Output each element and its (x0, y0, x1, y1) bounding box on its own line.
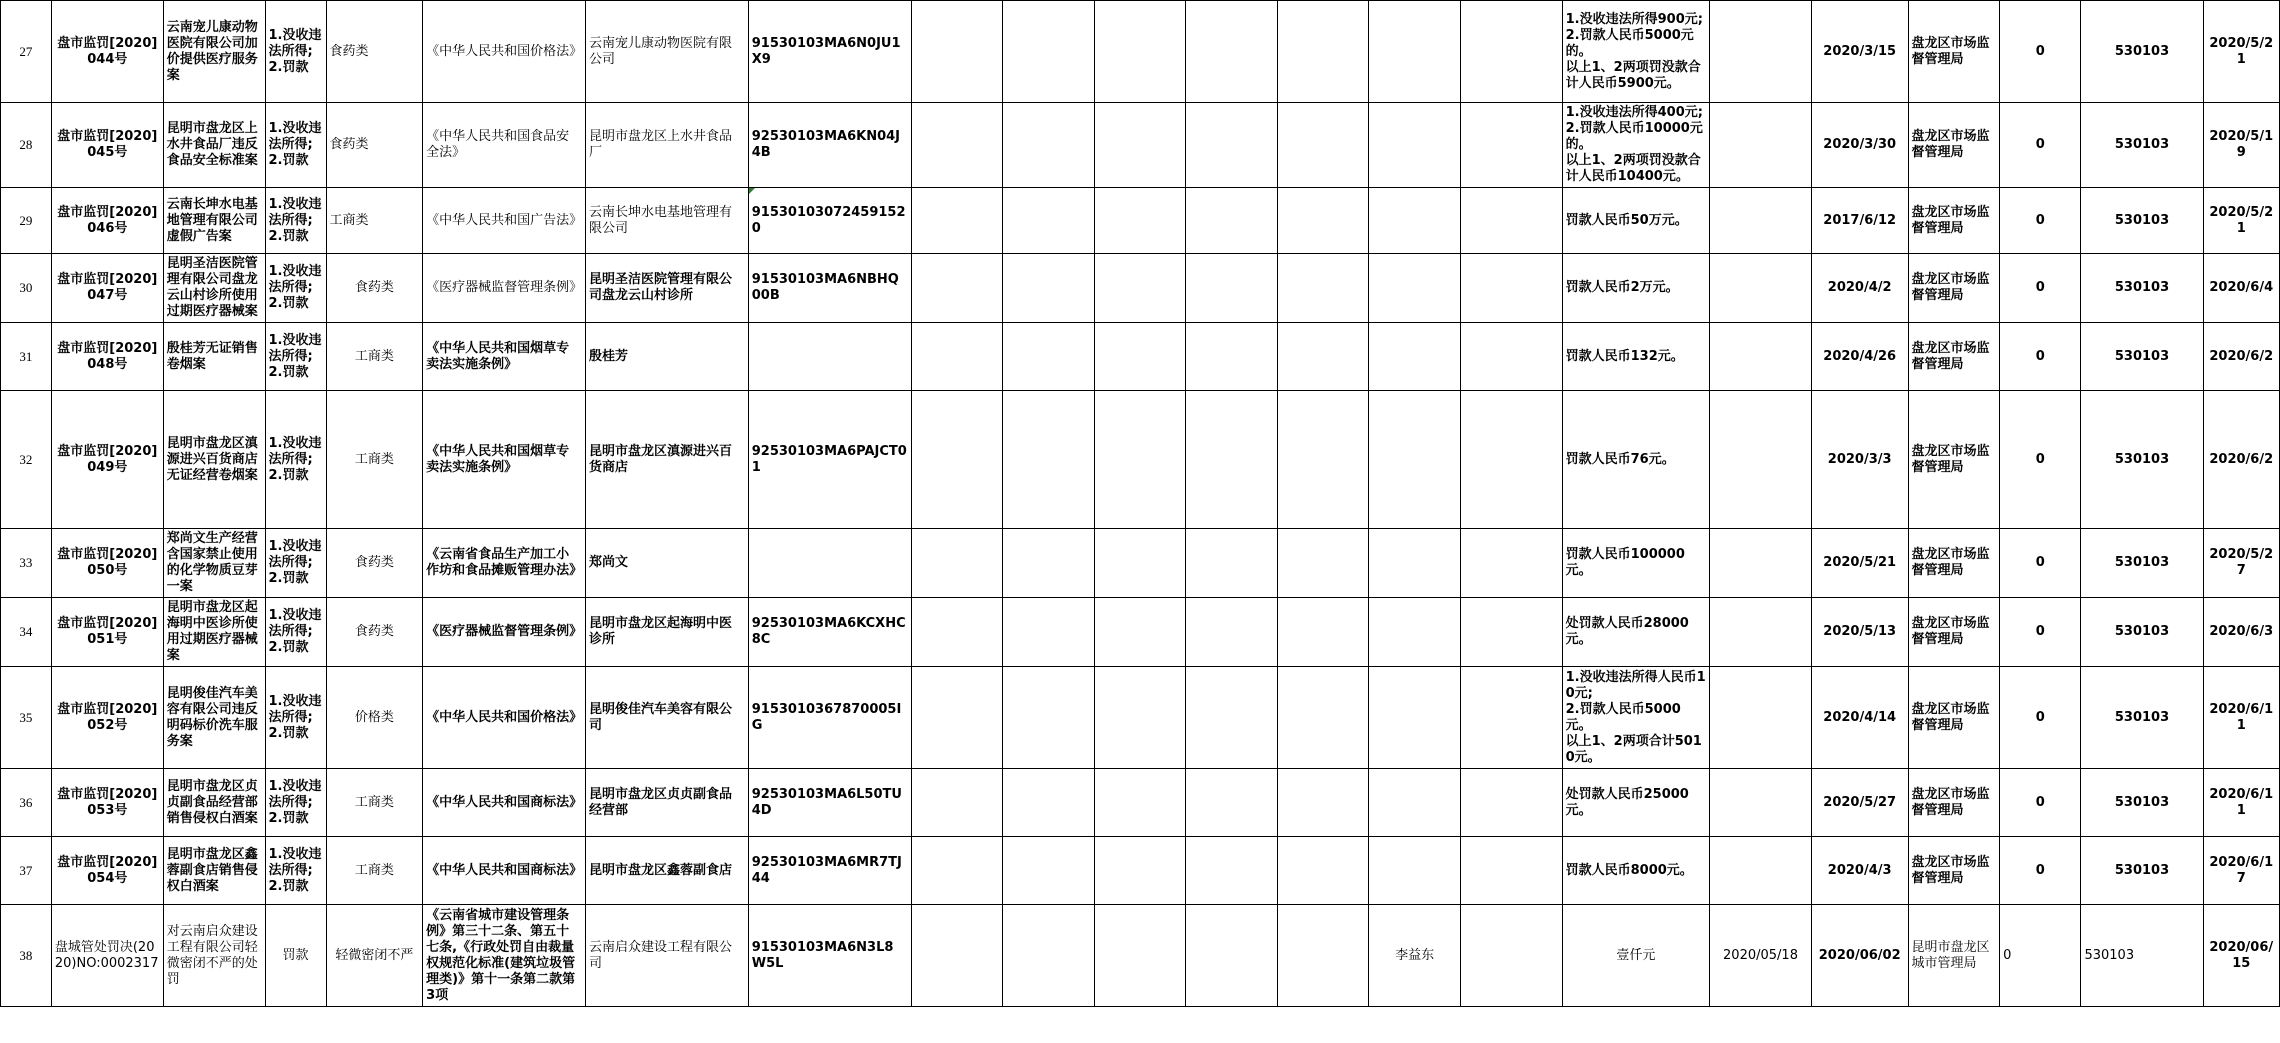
empty-cell (1460, 323, 1562, 391)
category: 轻微密闭不严 (326, 905, 423, 1007)
decision-number: 盘城管处罚决(2020)NO:0002317 (51, 905, 163, 1007)
row-number: 34 (1, 598, 52, 667)
decision-date: 2020/3/30 (1811, 103, 1908, 188)
decision-number: 盘市监罚[2020]049号 (51, 391, 163, 529)
area-code: 530103 (2081, 188, 2203, 254)
penalty-type: 1.没收违法所得;2.罚款 (265, 1, 326, 103)
party-name: 昆明市盘龙区滇源进兴百货商店 (585, 391, 748, 529)
decision-date: 2020/06/02 (1811, 905, 1908, 1007)
legal-representative (1369, 323, 1461, 391)
category: 食药类 (326, 1, 423, 103)
legal-basis: 《中华人民共和国商标法》 (423, 837, 586, 905)
empty-cell (1003, 769, 1095, 837)
empty-cell (1094, 598, 1186, 667)
empty-cell (1460, 1, 1562, 103)
publish-date: 2020/6/11 (2203, 769, 2279, 837)
category: 工商类 (326, 391, 423, 529)
authority: 盘龙区市场监督管理局 (1908, 1, 2000, 103)
legal-representative: 李益东 (1369, 905, 1461, 1007)
penalty-result: 罚款人民币76元。 (1562, 391, 1710, 529)
empty-cell (1460, 837, 1562, 905)
authority: 昆明市盘龙区城市管理局 (1908, 905, 2000, 1007)
party-name: 昆明市盘龙区鑫蓉副食店 (585, 837, 748, 905)
empty-cell (1460, 529, 1562, 598)
empty-cell (911, 837, 1003, 905)
decision-number: 盘市监罚[2020]048号 (51, 323, 163, 391)
credit-code: 91530103MA6NBHQ00B (748, 254, 911, 323)
empty-cell (1094, 254, 1186, 323)
empty-cell (911, 323, 1003, 391)
amount-date (1710, 103, 1812, 188)
decision-number: 盘市监罚[2020]051号 (51, 598, 163, 667)
penalty-type: 1.没收违法所得;2.罚款 (265, 769, 326, 837)
empty-cell (1277, 103, 1369, 188)
penalty-result: 罚款人民币132元。 (1562, 323, 1710, 391)
status: 0 (2000, 667, 2081, 769)
empty-cell (1186, 391, 1278, 529)
penalty-result: 罚款人民币2万元。 (1562, 254, 1710, 323)
penalty-result: 1.没收违法所得900元; 2.罚款人民币5000元的。 以上1、2两项罚没款合计人民币5900元。 (1562, 1, 1710, 103)
publish-date: 2020/6/4 (2203, 254, 2279, 323)
legal-representative (1369, 667, 1461, 769)
empty-cell (911, 103, 1003, 188)
penalty-type: 1.没收违法所得;2.罚款 (265, 323, 326, 391)
row-number: 29 (1, 188, 52, 254)
row-number: 36 (1, 769, 52, 837)
penalty-result: 罚款人民币100000元。 (1562, 529, 1710, 598)
legal-basis: 《中华人民共和国食品安全法》 (423, 103, 586, 188)
publish-date: 2020/5/19 (2203, 103, 2279, 188)
case-name: 云南长坤水电基地管理有限公司虚假广告案 (163, 188, 265, 254)
authority: 盘龙区市场监督管理局 (1908, 188, 2000, 254)
row-number: 33 (1, 529, 52, 598)
case-name: 对云南启众建设工程有限公司轻微密闭不严的处罚 (163, 905, 265, 1007)
amount-date (1710, 667, 1812, 769)
penalty-result: 罚款人民币8000元。 (1562, 837, 1710, 905)
authority: 盘龙区市场监督管理局 (1908, 529, 2000, 598)
penalty-type: 1.没收违法所得;2.罚款 (265, 837, 326, 905)
amount-date: 2020/05/18 (1710, 905, 1812, 1007)
penalty-result: 1.没收违法所得400元; 2.罚款人民币10000元的。 以上1、2两项罚没款合计人民币10400元。 (1562, 103, 1710, 188)
row-number: 32 (1, 391, 52, 529)
status: 0 (2000, 254, 2081, 323)
decision-date: 2020/4/2 (1811, 254, 1908, 323)
category: 工商类 (326, 188, 423, 254)
case-name: 云南宠儿康动物医院有限公司加价提供医疗服务案 (163, 1, 265, 103)
credit-code: 92530103MA6KCXHC8C (748, 598, 911, 667)
empty-cell (911, 1, 1003, 103)
amount-date (1710, 323, 1812, 391)
legal-basis: 《中华人民共和国烟草专卖法实施条例》 (423, 323, 586, 391)
case-name: 昆明市盘龙区起海明中医诊所使用过期医疗器械案 (163, 598, 265, 667)
empty-cell (1460, 905, 1562, 1007)
empty-cell (1003, 103, 1095, 188)
empty-cell (1277, 905, 1369, 1007)
legal-representative (1369, 529, 1461, 598)
empty-cell (1277, 769, 1369, 837)
authority: 盘龙区市场监督管理局 (1908, 769, 2000, 837)
decision-date: 2020/3/3 (1811, 391, 1908, 529)
penalty-result: 壹仟元 (1562, 905, 1710, 1007)
status: 0 (2000, 837, 2081, 905)
decision-number: 盘市监罚[2020]053号 (51, 769, 163, 837)
authority: 盘龙区市场监督管理局 (1908, 837, 2000, 905)
empty-cell (1003, 391, 1095, 529)
area-code: 530103 (2081, 667, 2203, 769)
penalty-result: 处罚款人民币28000元。 (1562, 598, 1710, 667)
legal-basis: 《中华人民共和国商标法》 (423, 769, 586, 837)
empty-cell (1186, 529, 1278, 598)
row-number: 37 (1, 837, 52, 905)
empty-cell (1277, 391, 1369, 529)
status: 0 (2000, 391, 2081, 529)
table-row (1, 905, 2280, 1007)
party-name: 昆明俊佳汽车美容有限公司 (585, 667, 748, 769)
table-row (1, 103, 2280, 188)
row-number: 27 (1, 1, 52, 103)
legal-basis: 《云南省城市建设管理条例》第三十二条、第五十七条,《行政处罚自由裁量权规范化标准(建筑垃圾管理类)》第十一条第二款第3项 (423, 905, 586, 1007)
penalty-type: 1.没收违法所得;2.罚款 (265, 667, 326, 769)
empty-cell (911, 667, 1003, 769)
amount-date (1710, 598, 1812, 667)
amount-date (1710, 529, 1812, 598)
authority: 盘龙区市场监督管理局 (1908, 598, 2000, 667)
empty-cell (1186, 905, 1278, 1007)
penalty-type: 1.没收违法所得;2.罚款 (265, 188, 326, 254)
publish-date: 2020/6/2 (2203, 391, 2279, 529)
authority: 盘龙区市场监督管理局 (1908, 323, 2000, 391)
authority: 盘龙区市场监督管理局 (1908, 667, 2000, 769)
credit-code: 92530103MA6PAJCT01 (748, 391, 911, 529)
decision-number: 盘市监罚[2020]045号 (51, 103, 163, 188)
penalty-result: 处罚款人民币25000元。 (1562, 769, 1710, 837)
empty-cell (1094, 529, 1186, 598)
area-code: 530103 (2081, 103, 2203, 188)
publish-date: 2020/5/27 (2203, 529, 2279, 598)
party-name: 殷桂芳 (585, 323, 748, 391)
area-code: 530103 (2081, 254, 2203, 323)
penalty-type: 罚款 (265, 905, 326, 1007)
empty-cell (1003, 905, 1095, 1007)
empty-cell (1094, 1, 1186, 103)
empty-cell (1277, 837, 1369, 905)
case-name: 昆明市盘龙区鑫蓉副食店销售侵权白酒案 (163, 837, 265, 905)
case-name: 昆明市盘龙区滇源进兴百货商店无证经营卷烟案 (163, 391, 265, 529)
decision-date: 2020/4/3 (1811, 837, 1908, 905)
category: 食药类 (326, 254, 423, 323)
amount-date (1710, 254, 1812, 323)
credit-code (748, 529, 911, 598)
empty-cell (1277, 598, 1369, 667)
penalty-type: 1.没收违法所得;2.罚款 (265, 254, 326, 323)
status: 0 (2000, 1, 2081, 103)
table-row (1, 391, 2280, 529)
empty-cell (1460, 391, 1562, 529)
empty-cell (1094, 905, 1186, 1007)
party-name: 云南启众建设工程有限公司 (585, 905, 748, 1007)
empty-cell (1460, 188, 1562, 254)
empty-cell (1186, 1, 1278, 103)
party-name: 郑尚文 (585, 529, 748, 598)
empty-cell (1094, 103, 1186, 188)
empty-cell (1094, 837, 1186, 905)
empty-cell (1277, 323, 1369, 391)
decision-date: 2020/3/15 (1811, 1, 1908, 103)
table-row (1, 667, 2280, 769)
legal-basis: 《医疗器械监督管理条例》 (423, 598, 586, 667)
status: 0 (2000, 323, 2081, 391)
empty-cell (1003, 1, 1095, 103)
legal-representative (1369, 1, 1461, 103)
decision-date: 2020/5/13 (1811, 598, 1908, 667)
empty-cell (1186, 254, 1278, 323)
case-name: 昆明圣洁医院管理有限公司盘龙云山村诊所使用过期医疗器械案 (163, 254, 265, 323)
row-number: 30 (1, 254, 52, 323)
empty-cell (1003, 254, 1095, 323)
table-row (1, 769, 2280, 837)
case-name: 昆明市盘龙区上水井食品厂违反食品安全标准案 (163, 103, 265, 188)
row-number: 28 (1, 103, 52, 188)
empty-cell (1460, 667, 1562, 769)
penalty-type: 1.没收违法所得;2.罚款 (265, 598, 326, 667)
party-name: 昆明市盘龙区起海明中医诊所 (585, 598, 748, 667)
publish-date: 2020/6/2 (2203, 323, 2279, 391)
empty-cell (1186, 769, 1278, 837)
legal-representative (1369, 254, 1461, 323)
empty-cell (1094, 188, 1186, 254)
penalty-type: 1.没收违法所得;2.罚款 (265, 529, 326, 598)
credit-code (748, 323, 911, 391)
empty-cell (1094, 667, 1186, 769)
table-row (1, 598, 2280, 667)
legal-representative (1369, 188, 1461, 254)
empty-cell (1460, 254, 1562, 323)
legal-representative (1369, 103, 1461, 188)
amount-date (1710, 391, 1812, 529)
decision-date: 2017/6/12 (1811, 188, 1908, 254)
category: 价格类 (326, 667, 423, 769)
credit-code: 92530103MA6KN04J4B (748, 103, 911, 188)
publish-date: 2020/06/15 (2203, 905, 2279, 1007)
credit-code: 91530103MA6N0JU1X9 (748, 1, 911, 103)
status: 0 (2000, 188, 2081, 254)
publish-date: 2020/6/3 (2203, 598, 2279, 667)
penalty-result: 罚款人民币50万元。 (1562, 188, 1710, 254)
party-name: 昆明市盘龙区上水井食品厂 (585, 103, 748, 188)
empty-cell (1186, 667, 1278, 769)
amount-date (1710, 1, 1812, 103)
decision-date: 2020/5/27 (1811, 769, 1908, 837)
empty-cell (1277, 529, 1369, 598)
status: 0 (2000, 529, 2081, 598)
publish-date: 2020/6/11 (2203, 667, 2279, 769)
status: 0 (2000, 905, 2081, 1007)
amount-date (1710, 837, 1812, 905)
legal-representative (1369, 837, 1461, 905)
category: 工商类 (326, 323, 423, 391)
empty-cell (1277, 254, 1369, 323)
empty-cell (1277, 188, 1369, 254)
area-code: 530103 (2081, 837, 2203, 905)
table-row (1, 837, 2280, 905)
case-name: 昆明俊佳汽车美容有限公司违反明码标价洗车服务案 (163, 667, 265, 769)
area-code: 530103 (2081, 529, 2203, 598)
empty-cell (1186, 837, 1278, 905)
area-code: 530103 (2081, 769, 2203, 837)
category: 工商类 (326, 769, 423, 837)
status: 0 (2000, 769, 2081, 837)
credit-code: 91530103MA6N3L8W5L (748, 905, 911, 1007)
publish-date: 2020/6/17 (2203, 837, 2279, 905)
row-number: 35 (1, 667, 52, 769)
case-name: 殷桂芳无证销售卷烟案 (163, 323, 265, 391)
decision-number: 盘市监罚[2020]050号 (51, 529, 163, 598)
decision-number: 盘市监罚[2020]047号 (51, 254, 163, 323)
party-name: 昆明市盘龙区贞贞副食品经营部 (585, 769, 748, 837)
amount-date (1710, 769, 1812, 837)
table-row (1, 188, 2280, 254)
table-row (1, 254, 2280, 323)
empty-cell (1186, 598, 1278, 667)
category: 食药类 (326, 103, 423, 188)
penalty-type: 1.没收违法所得;2.罚款 (265, 391, 326, 529)
area-code: 530103 (2081, 905, 2203, 1007)
category: 食药类 (326, 529, 423, 598)
publish-date: 2020/5/21 (2203, 1, 2279, 103)
amount-date (1710, 188, 1812, 254)
legal-representative (1369, 598, 1461, 667)
legal-representative (1369, 769, 1461, 837)
party-name: 昆明圣洁医院管理有限公司盘龙云山村诊所 (585, 254, 748, 323)
decision-number: 盘市监罚[2020]052号 (51, 667, 163, 769)
party-name: 云南长坤水电基地管理有限公司 (585, 188, 748, 254)
category: 工商类 (326, 837, 423, 905)
status: 0 (2000, 598, 2081, 667)
area-code: 530103 (2081, 391, 2203, 529)
empty-cell (1460, 769, 1562, 837)
legal-basis: 《中华人民共和国价格法》 (423, 667, 586, 769)
credit-code: 92530103MA6MR7TJ44 (748, 837, 911, 905)
empty-cell (1094, 391, 1186, 529)
decision-date: 2020/4/26 (1811, 323, 1908, 391)
area-code: 530103 (2081, 1, 2203, 103)
empty-cell (911, 769, 1003, 837)
empty-cell (911, 529, 1003, 598)
empty-cell (1003, 529, 1095, 598)
publish-date: 2020/5/21 (2203, 188, 2279, 254)
authority: 盘龙区市场监督管理局 (1908, 391, 2000, 529)
empty-cell (1003, 837, 1095, 905)
empty-cell (1186, 323, 1278, 391)
empty-cell (1277, 667, 1369, 769)
empty-cell (1003, 598, 1095, 667)
legal-basis: 《中华人民共和国广告法》 (423, 188, 586, 254)
decision-number: 盘市监罚[2020]054号 (51, 837, 163, 905)
empty-cell (1094, 323, 1186, 391)
empty-cell (1186, 188, 1278, 254)
case-name: 郑尚文生产经营含国家禁止使用的化学物质豆芽一案 (163, 529, 265, 598)
area-code: 530103 (2081, 598, 2203, 667)
legal-basis: 《中华人民共和国烟草专卖法实施条例》 (423, 391, 586, 529)
decision-number: 盘市监罚[2020]046号 (51, 188, 163, 254)
empty-cell (1186, 103, 1278, 188)
row-number: 38 (1, 905, 52, 1007)
penalty-type: 1.没收违法所得;2.罚款 (265, 103, 326, 188)
empty-cell (1094, 769, 1186, 837)
empty-cell (1003, 667, 1095, 769)
category: 食药类 (326, 598, 423, 667)
area-code: 530103 (2081, 323, 2203, 391)
status: 0 (2000, 103, 2081, 188)
empty-cell (911, 188, 1003, 254)
empty-cell (1460, 103, 1562, 188)
party-name: 云南宠儿康动物医院有限公司 (585, 1, 748, 103)
legal-basis: 《云南省食品生产加工小作坊和食品摊贩管理办法》 (423, 529, 586, 598)
authority: 盘龙区市场监督管理局 (1908, 103, 2000, 188)
empty-cell (911, 254, 1003, 323)
table-row (1, 529, 2280, 598)
legal-basis: 《医疗器械监督管理条例》 (423, 254, 586, 323)
authority: 盘龙区市场监督管理局 (1908, 254, 2000, 323)
empty-cell (1003, 323, 1095, 391)
credit-code: 915301030724591520 (748, 188, 911, 254)
empty-cell (911, 598, 1003, 667)
empty-cell (1277, 1, 1369, 103)
empty-cell (1003, 188, 1095, 254)
decision-number: 盘市监罚[2020]044号 (51, 1, 163, 103)
empty-cell (1460, 598, 1562, 667)
table-row (1, 1, 2280, 103)
decision-date: 2020/5/21 (1811, 529, 1908, 598)
empty-cell (911, 391, 1003, 529)
credit-code: 9153010367870005IG (748, 667, 911, 769)
legal-representative (1369, 391, 1461, 529)
case-name: 昆明市盘龙区贞贞副食品经营部销售侵权白酒案 (163, 769, 265, 837)
credit-code: 92530103MA6L50TU4D (748, 769, 911, 837)
legal-basis: 《中华人民共和国价格法》 (423, 1, 586, 103)
decision-date: 2020/4/14 (1811, 667, 1908, 769)
empty-cell (911, 905, 1003, 1007)
table-row (1, 323, 2280, 391)
penalty-result: 1.没收违法所得人民币10元; 2.罚款人民币5000元。 以上1、2两项合计5010元。 (1562, 667, 1710, 769)
row-number: 31 (1, 323, 52, 391)
